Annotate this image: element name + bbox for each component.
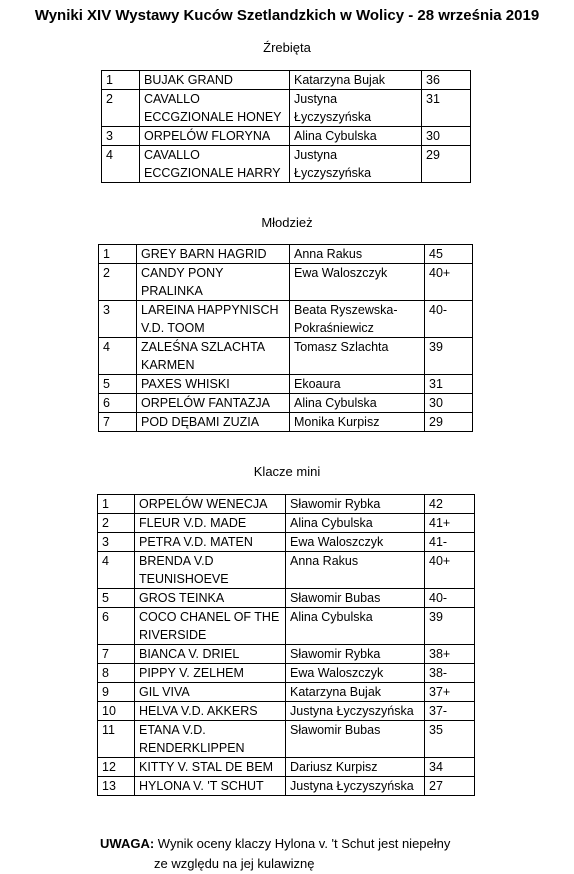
score-cell: 29 <box>425 413 473 432</box>
table-row <box>99 245 473 264</box>
place-cell: 6 <box>99 394 137 413</box>
horse-name-cell: BUJAK GRAND <box>140 71 290 90</box>
table-row <box>102 127 471 146</box>
owner-cell: Sławomir Rybka <box>286 495 425 514</box>
document-title: Wyniki XIV Wystawy Kuców Szetlandzkich w Wolicy - 28 września 2019 <box>34 7 540 24</box>
owner-cell: Justyna Łyczyszyńska <box>290 146 422 183</box>
owner-cell: Beata Ryszewska-Pokraśniewicz <box>290 301 425 338</box>
place-cell: 4 <box>102 146 140 183</box>
table-row <box>99 301 473 338</box>
owner-cell: Sławomir Bubas <box>286 721 425 758</box>
table-row <box>102 71 471 90</box>
score-cell: 30 <box>422 127 471 146</box>
note-label: UWAGA: <box>100 836 155 851</box>
note-text-1: Wynik oceny klaczy Hylona v. 't Schut jest niepełny <box>157 836 451 851</box>
table-row <box>98 758 475 777</box>
note-block <box>100 834 450 874</box>
table-row <box>98 495 475 514</box>
note-line-1 <box>100 834 450 854</box>
score-cell: 38- <box>425 664 475 683</box>
place-cell: 3 <box>102 127 140 146</box>
place-cell: 5 <box>98 589 135 608</box>
score-cell: 40+ <box>425 552 475 589</box>
owner-cell: Anna Rakus <box>290 245 425 264</box>
score-cell: 30 <box>425 394 473 413</box>
place-cell: 8 <box>98 664 135 683</box>
score-cell: 41+ <box>425 514 475 533</box>
owner-cell: Katarzyna Bujak <box>290 71 422 90</box>
score-cell: 29 <box>422 146 471 183</box>
score-cell: 40- <box>425 301 473 338</box>
score-cell: 27 <box>425 777 475 796</box>
score-cell: 45 <box>425 245 473 264</box>
owner-cell: Justyna Łyczyszyńska <box>290 90 422 127</box>
table-row <box>99 375 473 394</box>
table-row <box>98 533 475 552</box>
place-cell: 1 <box>102 71 140 90</box>
horse-name-cell: POD DĘBAMI ZUZIA <box>137 413 290 432</box>
place-cell: 7 <box>99 413 137 432</box>
horse-name-cell: KITTY V. STAL DE BEM <box>135 758 286 777</box>
table-row <box>98 664 475 683</box>
note-text-2: ze względu na jej kulawiznę <box>154 856 315 871</box>
owner-cell: Alina Cybulska <box>286 514 425 533</box>
table-row <box>98 777 475 796</box>
owner-cell: Justyna Łyczyszyńska <box>286 777 425 796</box>
score-cell: 41- <box>425 533 475 552</box>
horse-name-cell: HYLONA V. 'T SCHUT <box>135 777 286 796</box>
place-cell: 9 <box>98 683 135 702</box>
horse-name-cell: ORPELÓW WENECJA <box>135 495 286 514</box>
results-table-youth <box>98 244 473 432</box>
score-cell: 31 <box>422 90 471 127</box>
owner-cell: Sławomir Rybka <box>286 645 425 664</box>
owner-cell: Ewa Waloszczyk <box>290 264 425 301</box>
place-cell: 4 <box>99 338 137 375</box>
place-cell: 11 <box>98 721 135 758</box>
table-row <box>98 702 475 721</box>
place-cell: 10 <box>98 702 135 721</box>
score-cell: 39 <box>425 338 473 375</box>
score-cell: 34 <box>425 758 475 777</box>
place-cell: 6 <box>98 608 135 645</box>
score-cell: 38+ <box>425 645 475 664</box>
results-table-foals <box>101 70 471 183</box>
owner-cell: Tomasz Szlachta <box>290 338 425 375</box>
place-cell: 3 <box>99 301 137 338</box>
table-row <box>99 264 473 301</box>
horse-name-cell: CAVALLO ECCGZIONALE HONEY <box>140 90 290 127</box>
table-row <box>102 90 471 127</box>
horse-name-cell: GREY BARN HAGRID <box>137 245 290 264</box>
owner-cell: Justyna Łyczyszyńska <box>286 702 425 721</box>
table-row <box>98 645 475 664</box>
horse-name-cell: ORPELÓW FLORYNA <box>140 127 290 146</box>
place-cell: 3 <box>98 533 135 552</box>
place-cell: 7 <box>98 645 135 664</box>
horse-name-cell: BRENDA V.D TEUNISHOEVE <box>135 552 286 589</box>
table-row <box>99 413 473 432</box>
owner-cell: Alina Cybulska <box>290 127 422 146</box>
section-heading-youth: Młodzież <box>261 215 313 230</box>
table-row <box>98 721 475 758</box>
owner-cell: Dariusz Kurpisz <box>286 758 425 777</box>
table-row <box>98 683 475 702</box>
score-cell: 42 <box>425 495 475 514</box>
score-cell: 40+ <box>425 264 473 301</box>
section-heading-mini-mares: Klacze mini <box>253 464 321 479</box>
horse-name-cell: ETANA V.D. RENDERKLIPPEN <box>135 721 286 758</box>
owner-cell: Anna Rakus <box>286 552 425 589</box>
results-table-mini-mares <box>97 494 475 796</box>
owner-cell: Katarzyna Bujak <box>286 683 425 702</box>
owner-cell: Ewa Waloszczyk <box>286 533 425 552</box>
horse-name-cell: HELVA V.D. AKKERS <box>135 702 286 721</box>
horse-name-cell: FLEUR V.D. MADE <box>135 514 286 533</box>
table-row <box>98 514 475 533</box>
horse-name-cell: ZALEŚNA SZLACHTA KARMEN <box>137 338 290 375</box>
horse-name-cell: PETRA V.D. MATEN <box>135 533 286 552</box>
owner-cell: Alina Cybulska <box>290 394 425 413</box>
score-cell: 37- <box>425 702 475 721</box>
table-row <box>99 394 473 413</box>
owner-cell: Sławomir Bubas <box>286 589 425 608</box>
table-row <box>98 589 475 608</box>
place-cell: 12 <box>98 758 135 777</box>
section-heading-foals: Źrebięta <box>263 40 311 55</box>
horse-name-cell: PIPPY V. ZELHEM <box>135 664 286 683</box>
horse-name-cell: CAVALLO ECCGZIONALE HARRY <box>140 146 290 183</box>
horse-name-cell: GROS TEINKA <box>135 589 286 608</box>
place-cell: 13 <box>98 777 135 796</box>
score-cell: 39 <box>425 608 475 645</box>
owner-cell: Ewa Waloszczyk <box>286 664 425 683</box>
horse-name-cell: BIANCA V. DRIEL <box>135 645 286 664</box>
owner-cell: Alina Cybulska <box>286 608 425 645</box>
horse-name-cell: ORPELÓW FANTAZJA <box>137 394 290 413</box>
table-row <box>99 338 473 375</box>
score-cell: 40- <box>425 589 475 608</box>
horse-name-cell: CANDY PONY PRALINKA <box>137 264 290 301</box>
horse-name-cell: GIL VIVA <box>135 683 286 702</box>
place-cell: 4 <box>98 552 135 589</box>
horse-name-cell: LAREINA HAPPYNISCH V.D. TOOM <box>137 301 290 338</box>
score-cell: 37+ <box>425 683 475 702</box>
table-row <box>102 146 471 183</box>
place-cell: 1 <box>98 495 135 514</box>
owner-cell: Ekoaura <box>290 375 425 394</box>
table-row <box>98 552 475 589</box>
score-cell: 36 <box>422 71 471 90</box>
place-cell: 2 <box>99 264 137 301</box>
place-cell: 2 <box>98 514 135 533</box>
owner-cell: Monika Kurpisz <box>290 413 425 432</box>
horse-name-cell: COCO CHANEL OF THE RIVERSIDE <box>135 608 286 645</box>
score-cell: 35 <box>425 721 475 758</box>
place-cell: 2 <box>102 90 140 127</box>
place-cell: 1 <box>99 245 137 264</box>
table-row <box>98 608 475 645</box>
horse-name-cell: PAXES WHISKI <box>137 375 290 394</box>
score-cell: 31 <box>425 375 473 394</box>
place-cell: 5 <box>99 375 137 394</box>
